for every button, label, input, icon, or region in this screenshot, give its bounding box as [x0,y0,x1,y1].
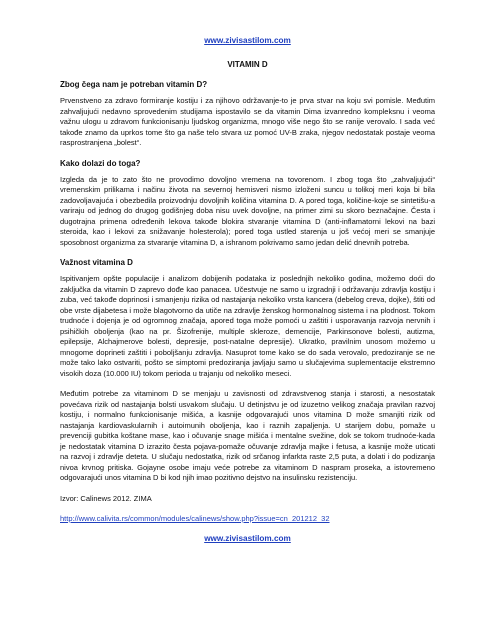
section-paragraph-importance-1: Ispitivanjem opšte populacije i analizom dobijenih podataka iz poslednjih nekoliko godina, možemo doći do zaključka da vitamin D zaprevo dođe kao panacea. Učestvuje ne samo u izgradnji i održavanju zdravlja kostiju i zuba, već takođe doprinosi i smanjenju rizika od nastajanja nekoliko vrsta kancera (debelog creva, dojke), štiti od obe vrste dijabetesa i može blagotvorno da utiče na zdravlje ženskog hormonalnog sistema i na plodnost. Tokom trudnoće i dojenja je od ogromnog značaja, apored toga može pomoći u zaštiti i usporavanja razvoja nervnih i psihičkih oboljenja (kao na pr. Šizofrenije, multiple skleroze, demencije, Parkinsonove bolesti, autizma, epilepsije, Alchajmerove bolesti, depresije, post-natalne depresije). Ukratko, pravilnim unosom možemo u mnogome doprineti zaštiti i poboljšanju zdravlja. Nasuprot tome kako se do sada verovalo, predoziranje se ne može tako lako ostvariti, pošto se simptomi predoziranja javljaju samo u slučajevima suplementacije ekstremno visokih doza (10.000 IU) tokom perioda u trajanju od nekoliko meseci. [60,274,435,378]
section-paragraph-why: Prvenstveno za zdravo formiranje kostiju i za njihovo održavanje-to je prva stvar na koju svi pomisle. Međutim zahvaljujući nedavno sprovedenim studijama ispostavilo se da vitamin Dima izvanredno kompleksnu i veoma važnu ulogu u zdravom funkcionisanju ljudskog organizma, mnogo više nego što se ranije verovalo. I sada već takođe znamo da uprkos tome što ga naše telo stvara uz pomoć UV-B zraka, njegov nedostatak postaje veoma rasprostranjena „bolest“. [60,96,435,147]
footer-site-link[interactable]: www.zivisastilom.com [204,533,291,543]
source-citation: Izvor: Calinews 2012. ZIMA [60,493,152,503]
section-heading-why: Zbog čega nam je potreban vitamin D? [60,80,208,89]
document-title: VITAMIN D [227,60,268,69]
section-paragraph-how: Izgleda da je to zato što ne provodimo dovoljno vremena na tovorenom. I zbog toga što „zahvaljujući“ vremenskim prilikama i načinu života na severnoj hemisveri nismo izloženi suncu u tolikoj meri koja bi bila zadovoljavajuća i obezbedila proizvodnju dovoljnih količina vitamina D. A pored toga, količine-koje se sintetišu-a variraju od jednog do drugog godišnjeg doba nisu uvek dovoljne, na primer zimi su skoro beznačajne. Česta i dugotrajna primena određenih lekova takođe blokira stvaranje vitamina D (anti-inflamatorni lekovi na bazi steroida, kao i lekovi za snižavanje holesterola); pored toga ustled starenja u još većoj meri se smanjuje sposobnost organizma za stvaranje vitamina D, a ishranom pokrivamo samo jedan delić dnevnih potreba. [60,174,435,247]
source-link[interactable]: http://www.calivita.rs/common/modules/calinews/show.php?issue=cn_201212_32 [60,513,330,523]
section-heading-importance: Važnost vitamina D [60,258,133,267]
section-heading-how: Kako dolazi do toga? [60,158,141,168]
section-paragraph-importance-2: Međutim potrebe za vitaminom D se menjaju u zavisnosti od zdravstvenog stanja i starosti, a nesostatak povećava rizik od nastajanja bolsti usvakom slučaju. U detinjstvu je od izuzetno velikog značaja pravilan razvoj kostiju, i normalno funkcionisanje mišića, a kasnije odgovarajući unos vitamina D može smanjiti rizik od nastajanja kardiovaskularnih i autoimunih oboljenja, kao i raznih zapaljenja. U starijem dobu, pomaže u prevenciji gubitka koštane mase, kao i očuvanje snage mišića i mentalne svežine, dok se tokom trudnoće-kada je nedostatak vitamina D izrazito česta pojava-pomaže očuvanje zdravlja majke i fetusa, a kasnije može uticati na razvoj i zdravlje deteta. U slučaju nedostatka, rizik od srčanog infarkta raste 2,5 puta, a dolati i do podizanja nivoa krvnog pritiska. Gojayne osobe imaju veće potrebe za vitaminom D naspram proseka, a istovremeno odgovarajući unos vitamina D bi kod njih imao pozitivno dejstvo na insulinsku rezistenciju. [60,389,435,482]
header-site-link[interactable]: www.zivisastilom.com [204,36,291,45]
